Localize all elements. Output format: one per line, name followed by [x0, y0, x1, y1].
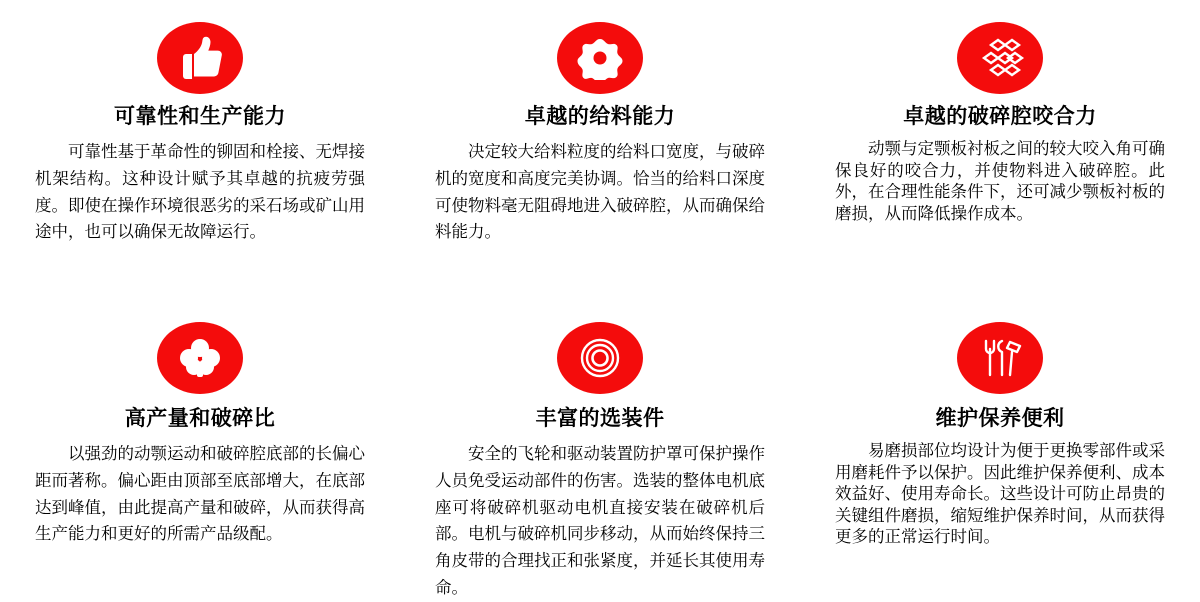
feature-title: 可靠性和生产能力 [114, 105, 286, 128]
feature-body: 以强劲的动颚运动和破碎腔底部的长偏心距而著称。偏心距由顶部至底部增大，在底部达到峰值，由此提高产量和破碎，从而获得高生产能力和更好的所需产品级配。 [35, 445, 365, 544]
icon-container [157, 22, 243, 94]
feature-card-crushing-chamber [800, 0, 1200, 300]
icon-container [557, 22, 643, 94]
feature-card-reliability [0, 0, 400, 300]
tools-wrench-hammer-icon [957, 322, 1043, 394]
feature-title: 维护保养便利 [935, 407, 1065, 430]
icon-container [957, 22, 1043, 94]
feature-body: 可靠性基于革命性的铆固和栓接、无焊接机架结构。这种设计赋予其卓越的抗疲劳强度。即使在操作环境很恶劣的采石场或矿山用途中，也可以确保无故障运行。 [35, 143, 365, 242]
diamond-cluster-icon [957, 22, 1043, 94]
feature-title: 丰富的选装件 [535, 407, 665, 430]
feature-body: 安全的飞轮和驱动装置防护罩可保护操作人员免受运动部件的伤害。选装的整体电机底座可将破碎机驱动电机直接安装在破碎机后部。电机与破碎机同步移动，从而始终保持三角皮带的合理找正和张紧度，并延长其使用寿命。 [435, 445, 765, 597]
concentric-circles-icon [557, 322, 643, 394]
feature-card-output-ratio [0, 300, 400, 600]
feature-card-options [400, 300, 800, 600]
thumbs-up-icon [157, 22, 243, 94]
feature-card-maintenance [800, 300, 1200, 600]
feature-title: 高产量和破碎比 [124, 407, 276, 430]
icon-container [957, 322, 1043, 394]
icon-container [157, 322, 243, 394]
clover-icon [157, 322, 243, 394]
icon-container [557, 322, 643, 394]
feature-body: 动颚与定颚板衬板之间的较大咬入角可确保良好的咬合力，并使物料进入破碎腔。此外，在合理性能条件下，还可减少颚板衬板的磨损，从而降低操作成本。 [835, 140, 1165, 223]
gear-star-icon [557, 22, 643, 94]
feature-title: 卓越的给料能力 [524, 105, 676, 128]
feature-body: 易磨损部位均设计为便于更换零部件或采用磨耗件予以保护。因此维护保养便利、成本效益好、使用寿命长。这些设计可防止昂贵的关键组件磨损，缩短维护保养时间，从而获得更多的正常运行时间。 [835, 442, 1165, 546]
feature-title: 卓越的破碎腔咬合力 [903, 105, 1097, 128]
feature-card-feeding-capacity [400, 0, 800, 300]
feature-body: 决定较大给料粒度的给料口宽度，与破碎机的宽度和高度完美协调。恰当的给料口深度可使物料毫无阻碍地进入破碎腔，从而确保给料能力。 [435, 143, 765, 242]
